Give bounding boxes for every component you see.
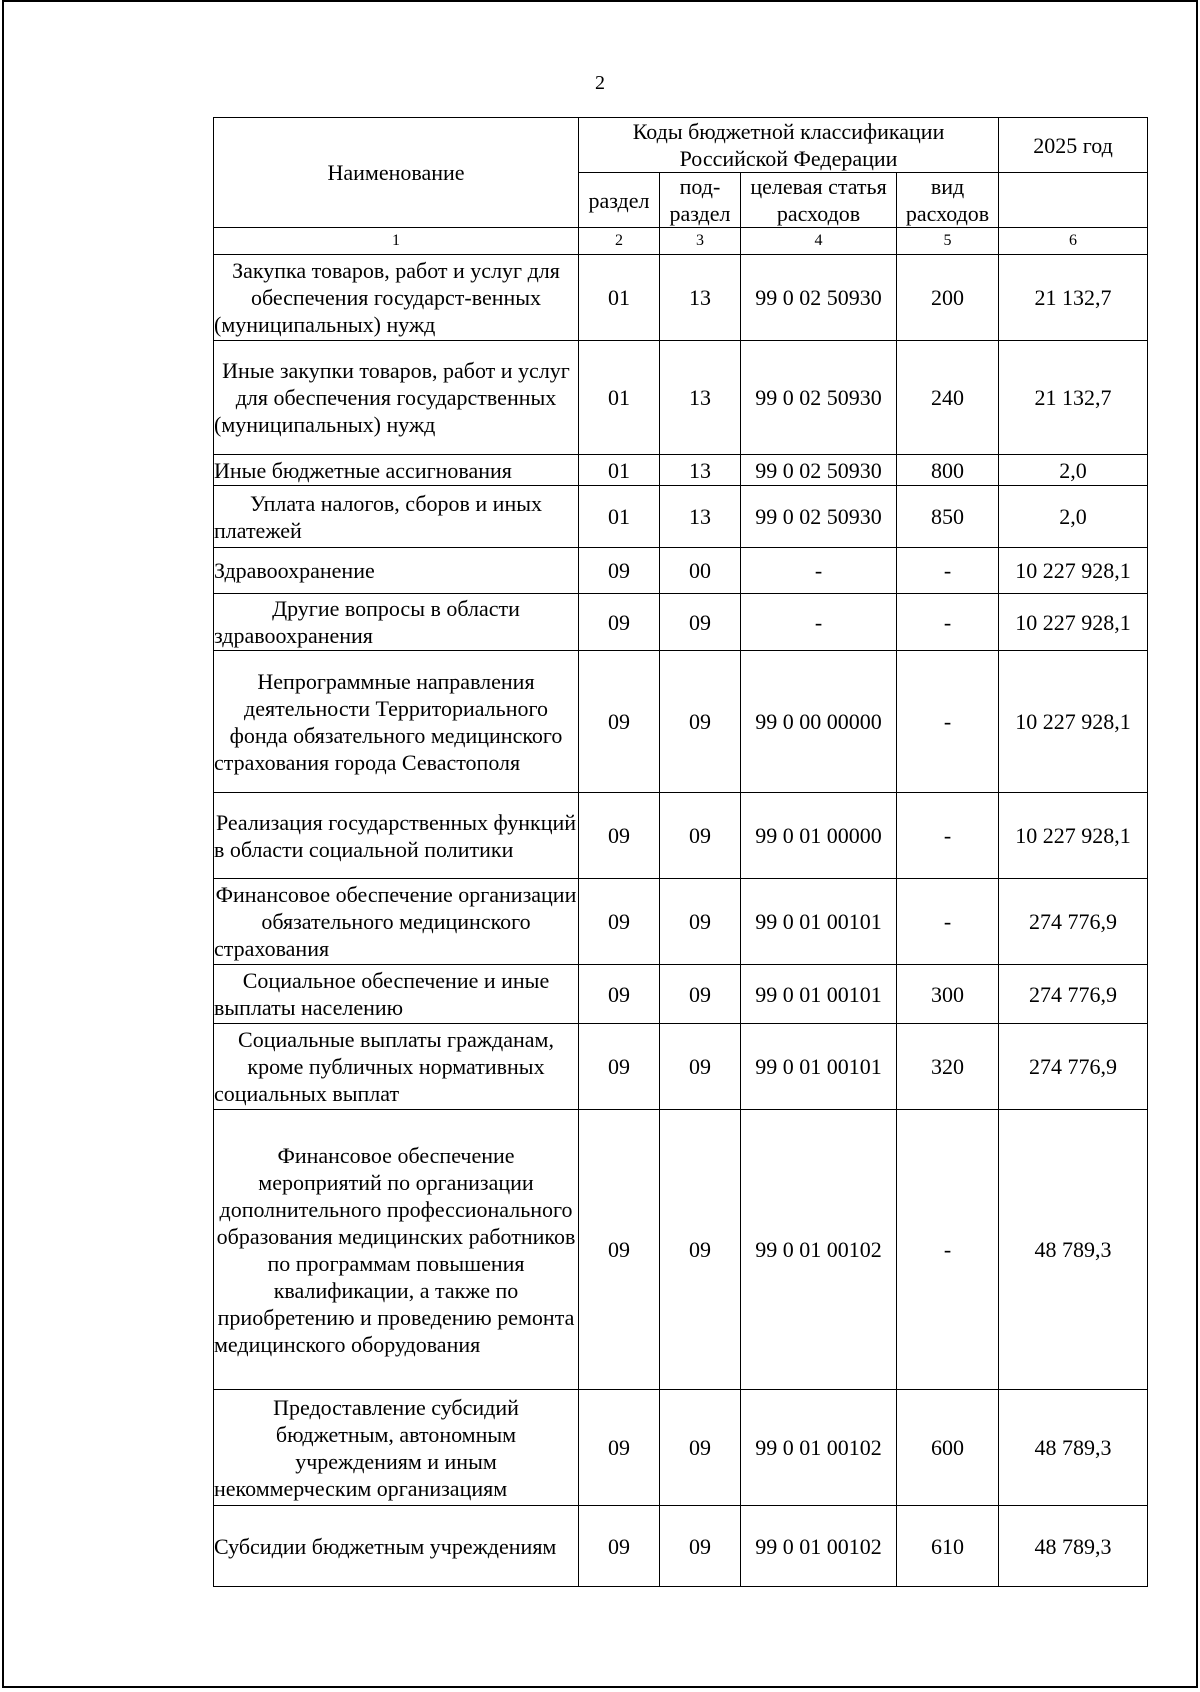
- table-row: [214, 1024, 1148, 1110]
- target-cell: 99 0 00 00000: [741, 651, 897, 793]
- razdel-cell: 09: [579, 793, 660, 879]
- table-row: [214, 1110, 1148, 1390]
- table-row: [214, 793, 1148, 879]
- vid-cell: 300: [897, 965, 999, 1024]
- razdel-cell: 09: [579, 594, 660, 651]
- table-row: [214, 548, 1148, 594]
- razdel-cell: 09: [579, 651, 660, 793]
- target-cell: 99 0 01 00102: [741, 1110, 897, 1390]
- row-name-cell: Уплата налогов, сборов и иных платежей: [214, 486, 579, 548]
- col-number: 5: [897, 228, 999, 255]
- target-cell: 99 0 02 50930: [741, 341, 897, 455]
- budget-table: [213, 117, 1148, 1587]
- vid-cell: -: [897, 548, 999, 594]
- razdel-cell: 01: [579, 455, 660, 486]
- podrazdel-cell: 09: [660, 879, 741, 965]
- amount-cell: 2,0: [999, 455, 1148, 486]
- target-cell: 99 0 01 00102: [741, 1506, 897, 1587]
- target-cell: -: [741, 594, 897, 651]
- podrazdel-cell: 00: [660, 548, 741, 594]
- amount-cell: 274 776,9: [999, 1024, 1148, 1110]
- amount-cell: 48 789,3: [999, 1390, 1148, 1506]
- podrazdel-cell: 13: [660, 255, 741, 341]
- column-numbers-row: [214, 228, 1148, 255]
- amount-cell: 10 227 928,1: [999, 548, 1148, 594]
- amount-cell: 10 227 928,1: [999, 651, 1148, 793]
- page-number: 2: [595, 72, 605, 94]
- vid-cell: -: [897, 793, 999, 879]
- podrazdel-cell: 09: [660, 594, 741, 651]
- col-number: 6: [999, 228, 1148, 255]
- row-name-cell: Иные бюджетные ассигнования: [214, 455, 579, 486]
- amount-cell: 21 132,7: [999, 341, 1148, 455]
- target-cell: 99 0 01 00101: [741, 1024, 897, 1110]
- amount-cell: 274 776,9: [999, 879, 1148, 965]
- target-cell: -: [741, 548, 897, 594]
- amount-cell: 10 227 928,1: [999, 793, 1148, 879]
- podrazdel-cell: 13: [660, 455, 741, 486]
- vid-cell: -: [897, 651, 999, 793]
- document-page: [2, 0, 1198, 1688]
- podrazdel-cell: 09: [660, 1110, 741, 1390]
- row-name-cell: Здравоохранение: [214, 548, 579, 594]
- podrazdel-cell: 09: [660, 1024, 741, 1110]
- podrazdel-cell: 13: [660, 486, 741, 548]
- table-row: [214, 651, 1148, 793]
- target-cell: 99 0 01 00101: [741, 965, 897, 1024]
- table-row: [214, 455, 1148, 486]
- podrazdel-cell: 09: [660, 965, 741, 1024]
- header-row-1: [214, 118, 1148, 173]
- row-name-cell: Реализация государственных функций в области социальной политики: [214, 793, 579, 879]
- razdel-cell: 01: [579, 486, 660, 548]
- vid-cell: 600: [897, 1390, 999, 1506]
- header-codes-group: Коды бюджетной классификации Российской Федерации: [579, 118, 999, 173]
- header-target: целевая статья расходов: [741, 173, 897, 228]
- amount-cell: 2,0: [999, 486, 1148, 548]
- amount-cell: 21 132,7: [999, 255, 1148, 341]
- target-cell: 99 0 02 50930: [741, 455, 897, 486]
- podrazdel-cell: 09: [660, 793, 741, 879]
- table-row: [214, 965, 1148, 1024]
- podrazdel-cell: 09: [660, 1390, 741, 1506]
- target-cell: 99 0 01 00102: [741, 1390, 897, 1506]
- row-name-cell: Непрограммные направления деятельности Территориального фонда обязательного медицинского страхования города Севастополя: [214, 651, 579, 793]
- razdel-cell: 01: [579, 255, 660, 341]
- target-cell: 99 0 01 00101: [741, 879, 897, 965]
- header-vid: вид расходов: [897, 173, 999, 228]
- amount-cell: 274 776,9: [999, 965, 1148, 1024]
- col-number: 3: [660, 228, 741, 255]
- row-name-cell: Социальные выплаты гражданам, кроме публичных нормативных социальных выплат: [214, 1024, 579, 1110]
- target-cell: 99 0 01 00000: [741, 793, 897, 879]
- target-cell: 99 0 02 50930: [741, 486, 897, 548]
- header-podrazdel: под-раздел: [660, 173, 741, 228]
- col-number: 1: [214, 228, 579, 255]
- amount-cell: 10 227 928,1: [999, 594, 1148, 651]
- table-row: [214, 1506, 1148, 1587]
- razdel-cell: 09: [579, 1390, 660, 1506]
- razdel-cell: 09: [579, 965, 660, 1024]
- row-name-cell: Предоставление субсидий бюджетным, автономным учреждениям и иным некоммерческим организациям: [214, 1390, 579, 1506]
- razdel-cell: 09: [579, 1024, 660, 1110]
- vid-cell: 200: [897, 255, 999, 341]
- vid-cell: -: [897, 879, 999, 965]
- vid-cell: 320: [897, 1024, 999, 1110]
- vid-cell: 240: [897, 341, 999, 455]
- table-row: [214, 341, 1148, 455]
- amount-cell: 48 789,3: [999, 1110, 1148, 1390]
- razdel-cell: 09: [579, 879, 660, 965]
- podrazdel-cell: 09: [660, 1506, 741, 1587]
- table-row: [214, 486, 1148, 548]
- row-name-cell: Субсидии бюджетным учреждениям: [214, 1506, 579, 1587]
- vid-cell: -: [897, 1110, 999, 1390]
- razdel-cell: 09: [579, 1110, 660, 1390]
- vid-cell: 610: [897, 1506, 999, 1587]
- razdel-cell: 01: [579, 341, 660, 455]
- col-number: 4: [741, 228, 897, 255]
- row-name-cell: Закупка товаров, работ и услуг для обеспечения государст-венных (муниципальных) нужд: [214, 255, 579, 341]
- table-row: [214, 879, 1148, 965]
- podrazdel-cell: 13: [660, 341, 741, 455]
- row-name-cell: Финансовое обеспечение организации обязательного медицинского страхования: [214, 879, 579, 965]
- row-name-cell: Иные закупки товаров, работ и услуг для обеспечения государственных (муниципальных) нужд: [214, 341, 579, 455]
- header-razdel: раздел: [579, 173, 660, 228]
- header-year: 2025 год: [999, 118, 1148, 173]
- header-name: Наименование: [214, 118, 579, 228]
- row-name-cell: Другие вопросы в области здравоохранения: [214, 594, 579, 651]
- razdel-cell: 09: [579, 548, 660, 594]
- amount-cell: 48 789,3: [999, 1506, 1148, 1587]
- vid-cell: 800: [897, 455, 999, 486]
- vid-cell: 850: [897, 486, 999, 548]
- row-name-cell: Финансовое обеспечение мероприятий по организации дополнительного профессионального образования медицинских работников по программам повышения квалификации, а также по приобретению и проведению ремонта медицинского оборудования: [214, 1110, 579, 1390]
- table-row: [214, 594, 1148, 651]
- podrazdel-cell: 09: [660, 651, 741, 793]
- table-row: [214, 1390, 1148, 1506]
- col-number: 2: [579, 228, 660, 255]
- row-name-cell: Социальное обеспечение и иные выплаты населению: [214, 965, 579, 1024]
- header-year-empty: [999, 173, 1148, 228]
- vid-cell: -: [897, 594, 999, 651]
- razdel-cell: 09: [579, 1506, 660, 1587]
- table-row: [214, 255, 1148, 341]
- target-cell: 99 0 02 50930: [741, 255, 897, 341]
